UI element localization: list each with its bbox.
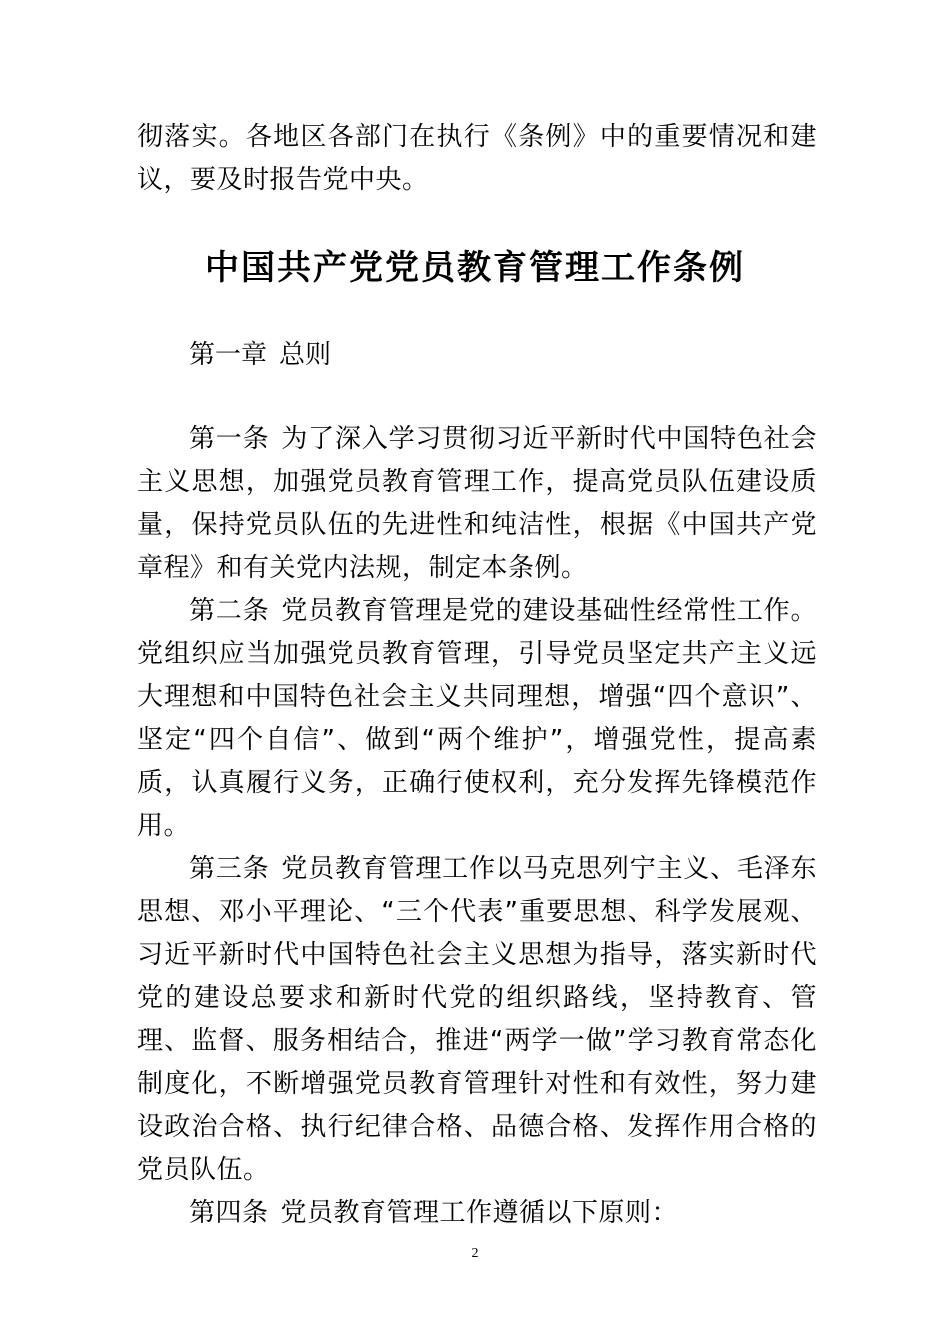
article-label: 第一条 bbox=[189, 424, 270, 454]
intro-paragraph: 彻落实。各地区各部门在执行《条例》中的重要情况和建议，要及时报告党中央。 bbox=[137, 122, 817, 195]
article-text: 党员教育管理工作以马克思列宁主义、毛泽东思想、邓小平理论、“三个代表”重要思想、科学发展观、习近平新时代中国特色社会主义思想为指导，落实新时代党的建设总要求和新时代党的组织路线，坚持教育、管理、监督、服务相结合，推进“两学一做”学习教育常态化制度化，不断增强党员教育管理针对性和有效性，努力建设政治合格、执行纪律合格、品德合格、发挥作用合格的党员队伍。 bbox=[137, 854, 817, 1185]
article-paragraph bbox=[137, 1192, 817, 1235]
document-title: 中国共产党党员教育管理工作条例 bbox=[205, 248, 745, 288]
article-text: 党员教育管理是党的建设基础性经常性工作。党组织应当加强党员教育管理，引导党员坚定共产主义远大理想和中国特色社会主义共同理想，增强“四个意识”、坚定“四个自信”、做到“两个维护”，增强党性，提高素质，认真履行义务，正确行使权利，充分发挥先锋模范作用。 bbox=[137, 596, 817, 841]
article-paragraph bbox=[137, 418, 817, 590]
article-label: 第二条 bbox=[189, 596, 270, 626]
chapter-number: 第一章 bbox=[189, 340, 268, 370]
chapter-heading bbox=[189, 334, 331, 377]
article-text: 为了深入学习贯彻习近平新时代中国特色社会主义思想，加强党员教育管理工作，提高党员队伍建设质量，保持党员队伍的先进性和纯洁性，根据《中国共产党章程》和有关党内法规，制定本条例。 bbox=[137, 424, 817, 583]
article-text: 党员教育管理工作遵循以下原则： bbox=[280, 1198, 679, 1228]
article-paragraph bbox=[137, 590, 817, 848]
article-label: 第四条 bbox=[189, 1198, 269, 1228]
article-paragraph bbox=[137, 848, 817, 1192]
articles-body bbox=[137, 418, 817, 1235]
page-number: 2 bbox=[471, 1246, 479, 1261]
chapter-name: 总则 bbox=[279, 340, 332, 370]
article-label: 第三条 bbox=[189, 854, 270, 884]
